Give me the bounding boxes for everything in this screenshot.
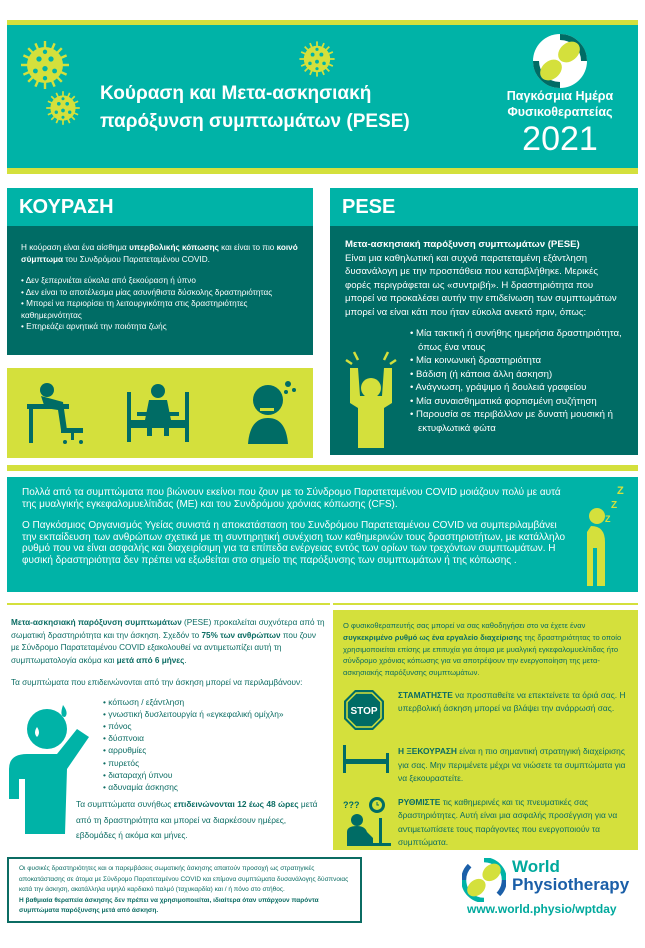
- list-item: • Ανάγνωση, γράψιμο ή δουλειά γραφείου: [410, 382, 587, 393]
- sleepy-person-icon: [587, 482, 632, 588]
- fatigue-intro: Η κούραση είναι ένα αίσθημα υπερβολικής κόπωσης και είναι το πιο κοινό σύμπτωμα του Συνδρόμου Παρατεταμένου COVID.: [21, 243, 298, 264]
- list-item: • Μία τακτική ή συνήθης ημερήσια δραστηριότητα, όπως ένα ντους: [410, 328, 622, 353]
- page-title: Κούραση και Μετα-ασκησιακή παρόξυνση συμπτωμάτων (PESE): [100, 83, 410, 132]
- sleep-z: Z: [605, 514, 611, 524]
- list-item: • Μπορεί να περιορίσει τη λειτουργικότητα στις δραστηριότητες καθημερινότητας: [21, 299, 248, 320]
- fatigue-section: [7, 188, 313, 355]
- info-paragraph: Πολλά από τα συμπτώματα που βιώνουν εκείνοι που ζουν με το Σύνδρομο Παρατεταμένου COVID μοιάζουν πολύ με αυτά της μυαλγικής εγκεφαλομυελίτιδας (ME) και του Συνδρόμου χρόνιας κόπωσης (CFS).: [22, 487, 561, 510]
- pese-details: [7, 603, 330, 856]
- management-intro: Ο φυσικοθεραπευτής σας μπορεί να σας καθοδηγήσει στο να έχετε έναν συγκεκριμένο ρυθμό ως ένα εργαλείο διαχείρισης της δραστηριότητας το οποίο χρησιμοποιείται επίσης με επιτυχία για άτομα με μυαλγική εγκεφαλομυελίτιδας ήτο σύνδρομο χρόνιας κόπωσης για να αποτρέψουν την ενεργοποίηση της μετα-ασκησιακής παρόξυνσης συμπτωμάτων.: [343, 621, 622, 678]
- stop-sign-icon: [343, 689, 385, 731]
- website-link[interactable]: www.world.physio/wptday: [467, 902, 617, 916]
- event-name: Παγκόσμια Ημέρα Φυσικοθεραπείας 2021: [506, 89, 614, 158]
- divider: [333, 603, 638, 605]
- person-clock-desk-icon: [343, 796, 391, 846]
- list-item: • Βάδιση (ή κάποια άλλη άσκηση): [410, 368, 553, 380]
- list-item: • Επηρεάζει αρνητικά την ποιότητα ζωής: [21, 322, 167, 331]
- world-physiotherapy-logo-icon: [462, 858, 506, 902]
- tip-pace: ??? ΡΥΘΜΙΣΤΕ τις καθημερινές και τις πνευματικές σας δραστηριότητες. Αυτή είναι μια ασφαλής προσέγγιση για να αντιμετωπίσετε τους παράγοντες που ενεργοποιούν τα συμπτώματα.: [343, 796, 618, 848]
- pese-heading: PESE: [330, 188, 638, 226]
- symptom-item: • πόνος: [103, 720, 132, 731]
- distressed-person-icon: [344, 348, 399, 448]
- exhausted-person-icon: [242, 378, 302, 444]
- symptom-item: • δύσπνοια: [103, 733, 144, 744]
- symptom-item: • αδυναμία άσκησης: [103, 781, 178, 792]
- sweating-person-icon: [7, 699, 97, 834]
- brand-name: World Physiotherapy: [512, 857, 630, 894]
- fatigue-icons-panel: [7, 368, 313, 458]
- pese-definition-title: Μετα-ασκησιακή παρόξυνση συμπτωμάτων (PESE): [345, 239, 580, 250]
- bed-icon: [343, 745, 389, 775]
- sleep-z: Z: [617, 485, 624, 497]
- info-paragraph: Ο Παγκόσμιος Οργανισμός Υγείας συνιστά η αποκατάσταση του Συνδρόμου Παρατεταμένου COVID να συμπεριλαμβάνει την εκπαίδευση των ανθρώπων σχετικά με τη συντηρητική συνέχιση των καθημερινών τους δραστηριοτήτων, με κατάλληλο ρυθμό που να είναι ασφαλής και διαχειρίσιμη για τα επίπεδα ενέργειας εντός των ορίων των τρεχόντων συμπτωμάτων. Η φυσική δραστηριότητα δεν πρέπει να εξωθείται στο σημείο της παρόξυνσης των συμπτωμάτων ή της κόπωσης .: [22, 520, 566, 566]
- symptom-item: • πυρετός: [103, 757, 140, 768]
- footer-note: Οι φυσικές δραστηριότητες και οι παρεμβάσεις σωματικής άσκησης απαιτούν προσοχή ως στρατηγικές αποκατάστασης σε άτομα με Σύνδρομο Παρατεταμένου COVID και επίμονα συμπτώματα δυσανάλογης δύσπνοιας κατά την άσκηση, ακατάλληλα υψηλό καρδιακό παλμό (ταχυκαρδία) και / ή πόνο στο στήθος. Η βαθμιαία θεραπεία άσκησης δεν πρέπει να χρησιμοποιείται, ιδιαίτερα όταν υπάρχουν παρόντα συμπτώματα παρόξυνσης μετά από άσκηση.: [7, 857, 362, 923]
- tired-at-desk-icon: [27, 382, 87, 444]
- pese-definition: Είναι μια καθηλωτική και συχνά παρατεταμένη εξάντληση δυσανάλογη με την προσπάθεια που καταβλήθηκε. Μερικές φορές περιγράφεται ως «συντριβή». Η δραστηριότητα που μπορεί να προκαλέσει αυτήν την επιδείνωση των συμπτωμάτων μπορεί να είναι κάτι που ήταν εύκολα ανεκτό πριν, όπως:: [345, 252, 617, 318]
- list-item: • Μία συναισθηματικά φορτισμένη συζήτηση: [410, 395, 597, 407]
- tip-rest: Η ΞΕΚΟΥΡΑΣΗ είναι η πιο σημαντική στρατηγική διαχείρισης για σας. Μην περιμένετε μέχρι να νιώσετε τα συμπτώματα για να ξεκουραστείτε.: [343, 745, 628, 786]
- list-item: • Μία κοινωνική δραστηριότητα: [410, 355, 542, 366]
- svg-text:???: ???: [343, 799, 360, 810]
- virus-icon: [15, 35, 75, 95]
- info-panel: [7, 477, 638, 592]
- sitting-on-bed-icon: [127, 382, 189, 444]
- symptoms-intro: Τα συμπτώματα που επιδεινώνονται από την άσκηση μπορεί να περιλαμβάνουν:: [11, 678, 303, 687]
- fatigue-heading: ΚΟΥΡΑΣΗ: [7, 188, 313, 226]
- list-item: • Δεν ξεπερνιέται εύκολα από ξεκούραση ή ύπνο: [21, 276, 196, 285]
- sleep-z: Z: [611, 500, 618, 511]
- virus-icon: [295, 37, 339, 81]
- divider: [7, 465, 638, 471]
- symptom-item: • γνωστική δυσλειτουργία ή «εγκεφαλική ομίχλη»: [103, 708, 284, 719]
- list-item: • Δεν είναι το αποτέλεσμα μίας ασυνήθιστα δύσκολης δραστηριότητας: [21, 287, 273, 297]
- symptom-item: • κόπωση / εξάντληση: [103, 696, 185, 707]
- wpd-logo-icon: [532, 33, 588, 89]
- symptom-item: • αρρυθμίες: [103, 745, 147, 756]
- pese-stats: Μετα-ασκησιακή παρόξυνση συμπτωμάτων (PESE) προκαλείται συχνότερα από τη σωματική δραστηριότητα και την άσκηση. Σχεδόν το 75% των ανθρώπων που ζουν με Σύνδρομο Παρατεταμένου COVID εξακολουθεί να αντιμετωπίζει αυτή τη συμπτωματολογία ακόμα και μετά από 6 μήνες.: [11, 618, 325, 665]
- virus-icon: [42, 87, 84, 129]
- management-section: [333, 603, 638, 850]
- tip-stop: STOP ΣΤΑΜΑΤΗΣΤΕ να προσπαθείτε να επεκτείνετε τα όριά σας. Η υπερβολική άσκηση μπορεί να βλάψει την ανάρρωσή σας.: [343, 689, 628, 736]
- svg-text:STOP: STOP: [350, 705, 378, 717]
- symptom-duration: Τα συμπτώματα συνήθως επιδεινώνονται 12 έως 48 ώρες μετά από τη δραστηριότητα και μπορεί να διαρκέσουν ημέρες, εβδομάδες ή ακόμα και μήνες.: [76, 799, 318, 841]
- list-item: • Παρουσία σε περιβάλλον με δυνατή μουσική ή εκτυφλωτικά φώτα: [410, 409, 613, 434]
- symptom-item: • διαταραχή ύπνου: [103, 769, 173, 780]
- pese-section: [330, 188, 638, 455]
